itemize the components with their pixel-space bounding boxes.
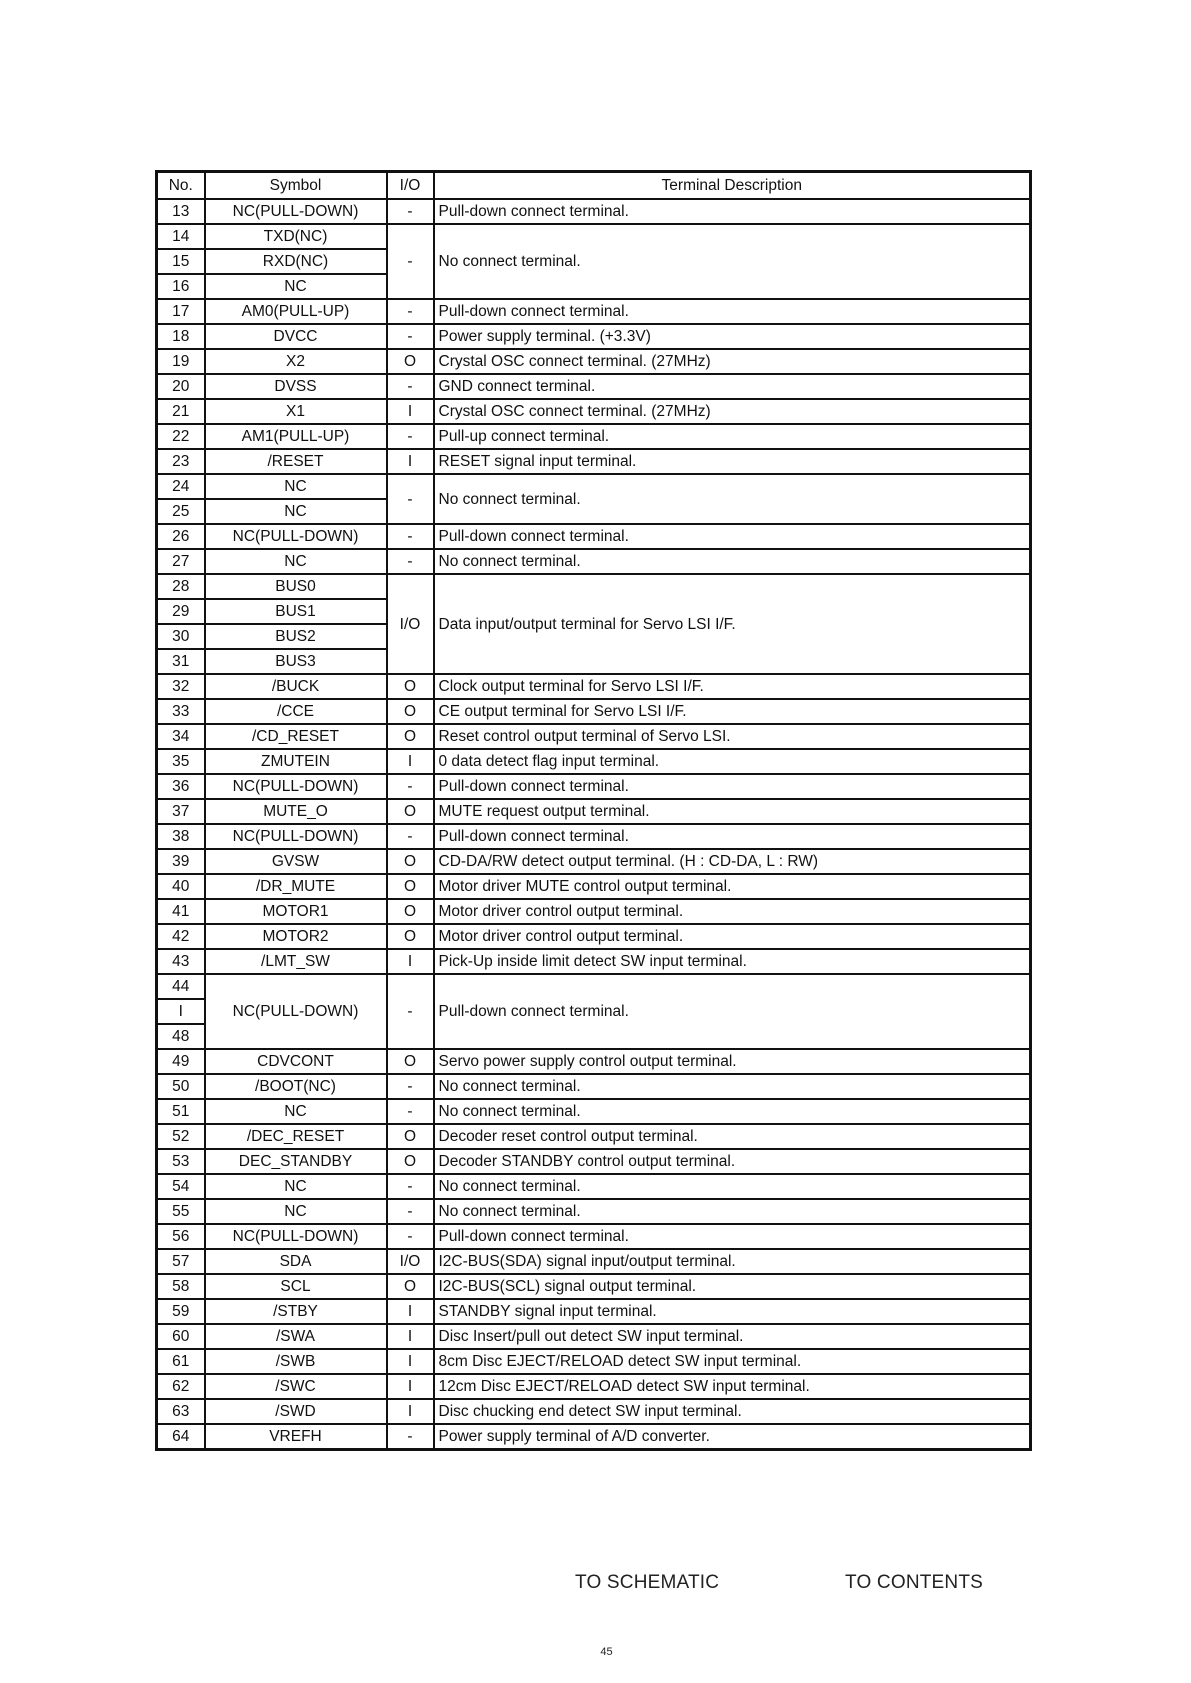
table-row	[157, 424, 1031, 449]
io-cell: O	[387, 874, 434, 899]
io-cell: -	[387, 1424, 434, 1450]
table-row	[157, 824, 1031, 849]
io-cell: I	[387, 399, 434, 424]
table-row	[157, 974, 1031, 999]
io-cell: -	[387, 549, 434, 574]
io-cell: O	[387, 349, 434, 374]
io-cell: -	[387, 374, 434, 399]
symbol-cell: TXD(NC)	[205, 224, 387, 249]
description-cell: Motor driver control output terminal.	[434, 924, 1031, 949]
table-row	[157, 1049, 1031, 1074]
table-row	[157, 1099, 1031, 1124]
io-cell: O	[387, 1149, 434, 1174]
description-cell: CD-DA/RW detect output terminal. (H : CD-DA, L : RW)	[434, 849, 1031, 874]
pin-number-cell: I	[157, 999, 205, 1024]
symbol-cell: DVSS	[205, 374, 387, 399]
symbol-cell: /BUCK	[205, 674, 387, 699]
symbol-cell: AM1(PULL-UP)	[205, 424, 387, 449]
description-cell: Reset control output terminal of Servo LSI.	[434, 724, 1031, 749]
description-cell: Pick-Up inside limit detect SW input terminal.	[434, 949, 1031, 974]
io-cell: -	[387, 474, 434, 524]
pin-number-cell: 61	[157, 1349, 205, 1374]
table-row	[157, 224, 1031, 249]
pin-number-cell: 50	[157, 1074, 205, 1099]
description-cell: No connect terminal.	[434, 224, 1031, 299]
description-cell: Pull-up connect terminal.	[434, 424, 1031, 449]
pin-number-cell: 64	[157, 1424, 205, 1450]
pin-number-cell: 41	[157, 899, 205, 924]
pin-number-cell: 33	[157, 699, 205, 724]
symbol-cell: NC	[205, 1199, 387, 1224]
symbol-cell: ZMUTEIN	[205, 749, 387, 774]
description-cell: Power supply terminal of A/D converter.	[434, 1424, 1031, 1450]
symbol-cell: /DEC_RESET	[205, 1124, 387, 1149]
description-cell: Decoder STANDBY control output terminal.	[434, 1149, 1031, 1174]
io-cell: I	[387, 1299, 434, 1324]
table-row	[157, 1324, 1031, 1349]
header-terminal-description: Terminal Description	[434, 172, 1031, 200]
pin-number-cell: 38	[157, 824, 205, 849]
symbol-cell: /SWA	[205, 1324, 387, 1349]
pin-number-cell: 19	[157, 349, 205, 374]
symbol-cell: /DR_MUTE	[205, 874, 387, 899]
io-cell: I	[387, 1324, 434, 1349]
description-cell: Pull-down connect terminal.	[434, 199, 1031, 224]
io-cell: I	[387, 949, 434, 974]
description-cell: Data input/output terminal for Servo LSI I/F.	[434, 574, 1031, 674]
io-cell: -	[387, 1174, 434, 1199]
io-cell: O	[387, 699, 434, 724]
symbol-cell: X2	[205, 349, 387, 374]
symbol-cell: NC(PULL-DOWN)	[205, 199, 387, 224]
table-row	[157, 949, 1031, 974]
table-row	[157, 874, 1031, 899]
io-cell: -	[387, 1199, 434, 1224]
table-row	[157, 1349, 1031, 1374]
pin-number-cell: 37	[157, 799, 205, 824]
symbol-cell: /STBY	[205, 1299, 387, 1324]
pin-number-cell: 57	[157, 1249, 205, 1274]
io-cell: O	[387, 849, 434, 874]
symbol-cell: NC	[205, 1174, 387, 1199]
description-cell: Motor driver control output terminal.	[434, 899, 1031, 924]
pin-number-cell: 14	[157, 224, 205, 249]
pin-number-cell: 29	[157, 599, 205, 624]
page-number: 45	[600, 1646, 613, 1658]
table-row	[157, 1149, 1031, 1174]
symbol-cell: NC	[205, 549, 387, 574]
pin-number-cell: 15	[157, 249, 205, 274]
to-contents-link[interactable]: TO CONTENTS	[845, 1572, 984, 1593]
table-row	[157, 799, 1031, 824]
io-cell: -	[387, 1074, 434, 1099]
symbol-cell: SDA	[205, 1249, 387, 1274]
io-cell: I	[387, 1399, 434, 1424]
symbol-cell: CDVCONT	[205, 1049, 387, 1074]
table-row	[157, 349, 1031, 374]
description-cell: I2C-BUS(SCL) signal output terminal.	[434, 1274, 1031, 1299]
pin-number-cell: 42	[157, 924, 205, 949]
table-row	[157, 474, 1031, 499]
symbol-cell: DEC_STANDBY	[205, 1149, 387, 1174]
io-cell: I	[387, 449, 434, 474]
pin-number-cell: 32	[157, 674, 205, 699]
table-row	[157, 674, 1031, 699]
description-cell: Power supply terminal. (+3.3V)	[434, 324, 1031, 349]
pin-number-cell: 24	[157, 474, 205, 499]
symbol-cell: NC(PULL-DOWN)	[205, 824, 387, 849]
table-body	[157, 199, 1031, 1450]
io-cell: -	[387, 1099, 434, 1124]
io-cell: I	[387, 749, 434, 774]
pin-number-cell: 13	[157, 199, 205, 224]
symbol-cell: NC	[205, 499, 387, 524]
pin-number-cell: 62	[157, 1374, 205, 1399]
symbol-cell: MOTOR2	[205, 924, 387, 949]
header-no: No.	[157, 172, 205, 200]
io-cell: -	[387, 974, 434, 1049]
table-row	[157, 524, 1031, 549]
description-cell: I2C-BUS(SDA) signal input/output terminal.	[434, 1249, 1031, 1274]
description-cell: No connect terminal.	[434, 1074, 1031, 1099]
description-cell: Pull-down connect terminal.	[434, 524, 1031, 549]
symbol-cell: BUS1	[205, 599, 387, 624]
symbol-cell: GVSW	[205, 849, 387, 874]
symbol-cell: NC(PULL-DOWN)	[205, 774, 387, 799]
table-row	[157, 324, 1031, 349]
symbol-cell: NC(PULL-DOWN)	[205, 1224, 387, 1249]
to-schematic-link[interactable]: TO SCHEMATIC	[575, 1572, 720, 1593]
pin-number-cell: 26	[157, 524, 205, 549]
description-cell: 0 data detect flag input terminal.	[434, 749, 1031, 774]
symbol-cell: BUS0	[205, 574, 387, 599]
pin-number-cell: 59	[157, 1299, 205, 1324]
io-cell: -	[387, 299, 434, 324]
pin-number-cell: 51	[157, 1099, 205, 1124]
symbol-cell: MOTOR1	[205, 899, 387, 924]
pin-number-cell: 52	[157, 1124, 205, 1149]
pin-number-cell: 54	[157, 1174, 205, 1199]
table-row	[157, 699, 1031, 724]
pin-number-cell: 63	[157, 1399, 205, 1424]
io-cell: -	[387, 1224, 434, 1249]
pin-number-cell: 27	[157, 549, 205, 574]
symbol-cell: X1	[205, 399, 387, 424]
table-row	[157, 1374, 1031, 1399]
pin-number-cell: 22	[157, 424, 205, 449]
io-cell: I/O	[387, 574, 434, 674]
table-row	[157, 899, 1031, 924]
pin-number-cell: 28	[157, 574, 205, 599]
symbol-cell: NC	[205, 1099, 387, 1124]
description-cell: STANDBY signal input terminal.	[434, 1299, 1031, 1324]
description-cell: Decoder reset control output terminal.	[434, 1124, 1031, 1149]
table-row	[157, 1199, 1031, 1224]
symbol-cell: VREFH	[205, 1424, 387, 1450]
description-cell: Pull-down connect terminal.	[434, 774, 1031, 799]
description-cell: No connect terminal.	[434, 1174, 1031, 1199]
description-cell: Pull-down connect terminal.	[434, 1224, 1031, 1249]
pin-number-cell: 53	[157, 1149, 205, 1174]
pin-number-cell: 55	[157, 1199, 205, 1224]
description-cell: 8cm Disc EJECT/RELOAD detect SW input terminal.	[434, 1349, 1031, 1374]
symbol-cell: /CCE	[205, 699, 387, 724]
io-cell: -	[387, 199, 434, 224]
table-row	[157, 724, 1031, 749]
description-cell: Disc Insert/pull out detect SW input terminal.	[434, 1324, 1031, 1349]
description-cell: Pull-down connect terminal.	[434, 299, 1031, 324]
io-cell: O	[387, 1124, 434, 1149]
description-cell: No connect terminal.	[434, 1099, 1031, 1124]
symbol-cell: /RESET	[205, 449, 387, 474]
table-row	[157, 749, 1031, 774]
pin-number-cell: 39	[157, 849, 205, 874]
table-row	[157, 1224, 1031, 1249]
pin-number-cell: 48	[157, 1024, 205, 1049]
pin-number-cell: 31	[157, 649, 205, 674]
description-cell: Pull-down connect terminal.	[434, 974, 1031, 1049]
table-row	[157, 574, 1031, 599]
symbol-cell: DVCC	[205, 324, 387, 349]
description-cell: CE output terminal for Servo LSI I/F.	[434, 699, 1031, 724]
table-row	[157, 849, 1031, 874]
terminal-description-table	[155, 170, 1032, 1451]
table-row	[157, 374, 1031, 399]
pin-number-cell: 58	[157, 1274, 205, 1299]
io-cell: O	[387, 674, 434, 699]
header-io: I/O	[387, 172, 434, 200]
io-cell: O	[387, 799, 434, 824]
io-cell: I	[387, 1374, 434, 1399]
pin-number-cell: 30	[157, 624, 205, 649]
io-cell: O	[387, 1274, 434, 1299]
description-cell: Clock output terminal for Servo LSI I/F.	[434, 674, 1031, 699]
description-cell: Pull-down connect terminal.	[434, 824, 1031, 849]
io-cell: -	[387, 824, 434, 849]
table-row	[157, 1124, 1031, 1149]
symbol-cell: /BOOT(NC)	[205, 1074, 387, 1099]
description-cell: Motor driver MUTE control output terminal.	[434, 874, 1031, 899]
table-row	[157, 774, 1031, 799]
io-cell: -	[387, 524, 434, 549]
description-cell: Disc chucking end detect SW input terminal.	[434, 1399, 1031, 1424]
symbol-cell: /LMT_SW	[205, 949, 387, 974]
pin-number-cell: 44	[157, 974, 205, 999]
table-row	[157, 1274, 1031, 1299]
pin-number-cell: 16	[157, 274, 205, 299]
header-row	[157, 172, 1031, 200]
symbol-cell: BUS3	[205, 649, 387, 674]
pin-number-cell: 35	[157, 749, 205, 774]
symbol-cell: AM0(PULL-UP)	[205, 299, 387, 324]
table-row	[157, 1174, 1031, 1199]
symbol-cell: /SWB	[205, 1349, 387, 1374]
pin-number-cell: 56	[157, 1224, 205, 1249]
description-cell: No connect terminal.	[434, 1199, 1031, 1224]
symbol-cell: BUS2	[205, 624, 387, 649]
symbol-cell: /SWD	[205, 1399, 387, 1424]
table-row	[157, 924, 1031, 949]
table-row	[157, 1299, 1031, 1324]
io-cell: O	[387, 724, 434, 749]
pin-number-cell: 60	[157, 1324, 205, 1349]
io-cell: -	[387, 424, 434, 449]
symbol-cell: NC	[205, 274, 387, 299]
symbol-cell: /CD_RESET	[205, 724, 387, 749]
pin-number-cell: 20	[157, 374, 205, 399]
io-cell: I	[387, 1349, 434, 1374]
pin-number-cell: 21	[157, 399, 205, 424]
io-cell: O	[387, 899, 434, 924]
table-row	[157, 449, 1031, 474]
pin-number-cell: 49	[157, 1049, 205, 1074]
pin-number-cell: 43	[157, 949, 205, 974]
table-row	[157, 299, 1031, 324]
io-cell: -	[387, 324, 434, 349]
pin-number-cell: 25	[157, 499, 205, 524]
io-cell: O	[387, 1049, 434, 1074]
table-header	[157, 172, 1031, 200]
symbol-cell: RXD(NC)	[205, 249, 387, 274]
io-cell: I/O	[387, 1249, 434, 1274]
symbol-cell: SCL	[205, 1274, 387, 1299]
description-cell: Crystal OSC connect terminal. (27MHz)	[434, 349, 1031, 374]
description-cell: Crystal OSC connect terminal. (27MHz)	[434, 399, 1031, 424]
table-row	[157, 1074, 1031, 1099]
symbol-cell: /SWC	[205, 1374, 387, 1399]
description-cell: No connect terminal.	[434, 549, 1031, 574]
description-cell: RESET signal input terminal.	[434, 449, 1031, 474]
table-row	[157, 399, 1031, 424]
header-symbol: Symbol	[205, 172, 387, 200]
table-row	[157, 1249, 1031, 1274]
description-cell: No connect terminal.	[434, 474, 1031, 524]
symbol-cell: MUTE_O	[205, 799, 387, 824]
pin-number-cell: 36	[157, 774, 205, 799]
pin-number-cell: 18	[157, 324, 205, 349]
symbol-cell: NC	[205, 474, 387, 499]
pin-number-cell: 23	[157, 449, 205, 474]
table-row	[157, 549, 1031, 574]
pin-number-cell: 17	[157, 299, 205, 324]
table-row	[157, 1399, 1031, 1424]
table-row	[157, 199, 1031, 224]
symbol-cell: NC(PULL-DOWN)	[205, 974, 387, 1049]
description-cell: 12cm Disc EJECT/RELOAD detect SW input terminal.	[434, 1374, 1031, 1399]
io-cell: -	[387, 774, 434, 799]
pin-number-cell: 34	[157, 724, 205, 749]
description-cell: GND connect terminal.	[434, 374, 1031, 399]
io-cell: -	[387, 224, 434, 299]
description-cell: Servo power supply control output terminal.	[434, 1049, 1031, 1074]
symbol-cell: NC(PULL-DOWN)	[205, 524, 387, 549]
description-cell: MUTE request output terminal.	[434, 799, 1031, 824]
pin-number-cell: 40	[157, 874, 205, 899]
table-row	[157, 1424, 1031, 1450]
io-cell: O	[387, 924, 434, 949]
